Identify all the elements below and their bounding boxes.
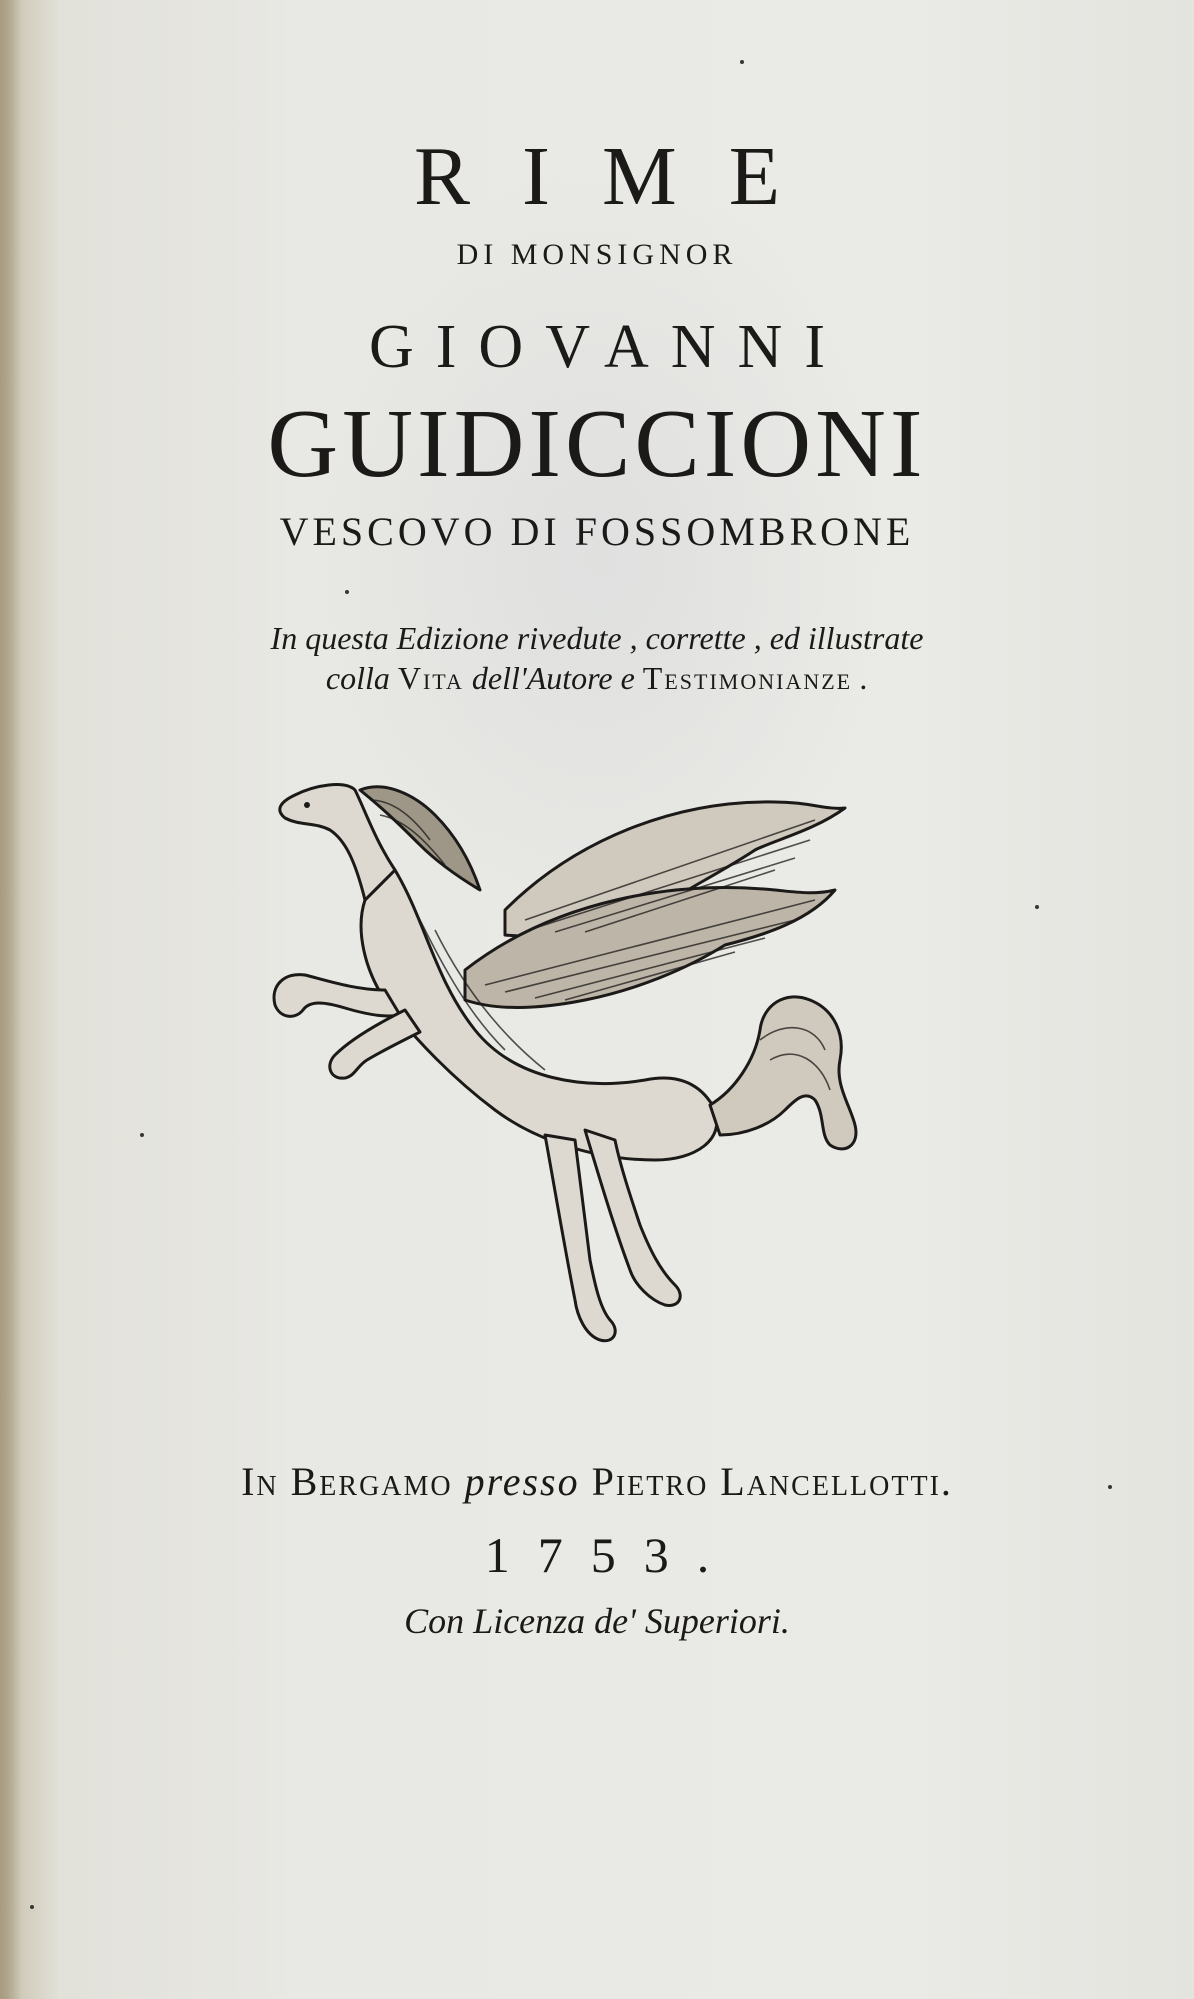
author-office: VESCOVO DI FOSSOMBRONE: [279, 509, 915, 554]
imprint-license: Con Licenza de' Superiori.: [404, 1601, 790, 1641]
pegasus-icon: [255, 760, 905, 1380]
author-surname: GUIDICCIONI: [267, 390, 927, 498]
edition-text: dell'Autore e: [471, 660, 635, 696]
book-title: RIME: [414, 130, 832, 223]
edition-vita: Vita: [397, 660, 464, 696]
imprint-place: In Bergamo: [241, 1459, 453, 1504]
title-preamble: DI MONSIGNOR: [456, 238, 738, 271]
paper-speck: [1108, 1485, 1112, 1489]
edition-statement-line1: In questa Edizione rivedute , corrette , ed illustrate: [270, 620, 924, 656]
imprint-year: 1753.: [484, 1527, 738, 1583]
edition-text: colla: [325, 660, 390, 696]
edition-testimonianze: Testimonianze: [642, 660, 853, 696]
edition-period: .: [860, 660, 869, 696]
edition-statement-line2: [0, 660, 1194, 697]
paper-speck: [345, 590, 349, 594]
author-first-name: GIOVANNI: [369, 313, 847, 381]
imprint-printer: Pietro Lancellotti.: [591, 1459, 953, 1504]
paper-speck: [1035, 905, 1039, 909]
paper-speck: [140, 1133, 144, 1137]
paper-speck: [740, 60, 744, 64]
page-edge: [0, 0, 22, 1999]
imprint-presso: presso: [464, 1459, 580, 1504]
imprint: [0, 1458, 1194, 1505]
paper-speck: [30, 1905, 34, 1909]
